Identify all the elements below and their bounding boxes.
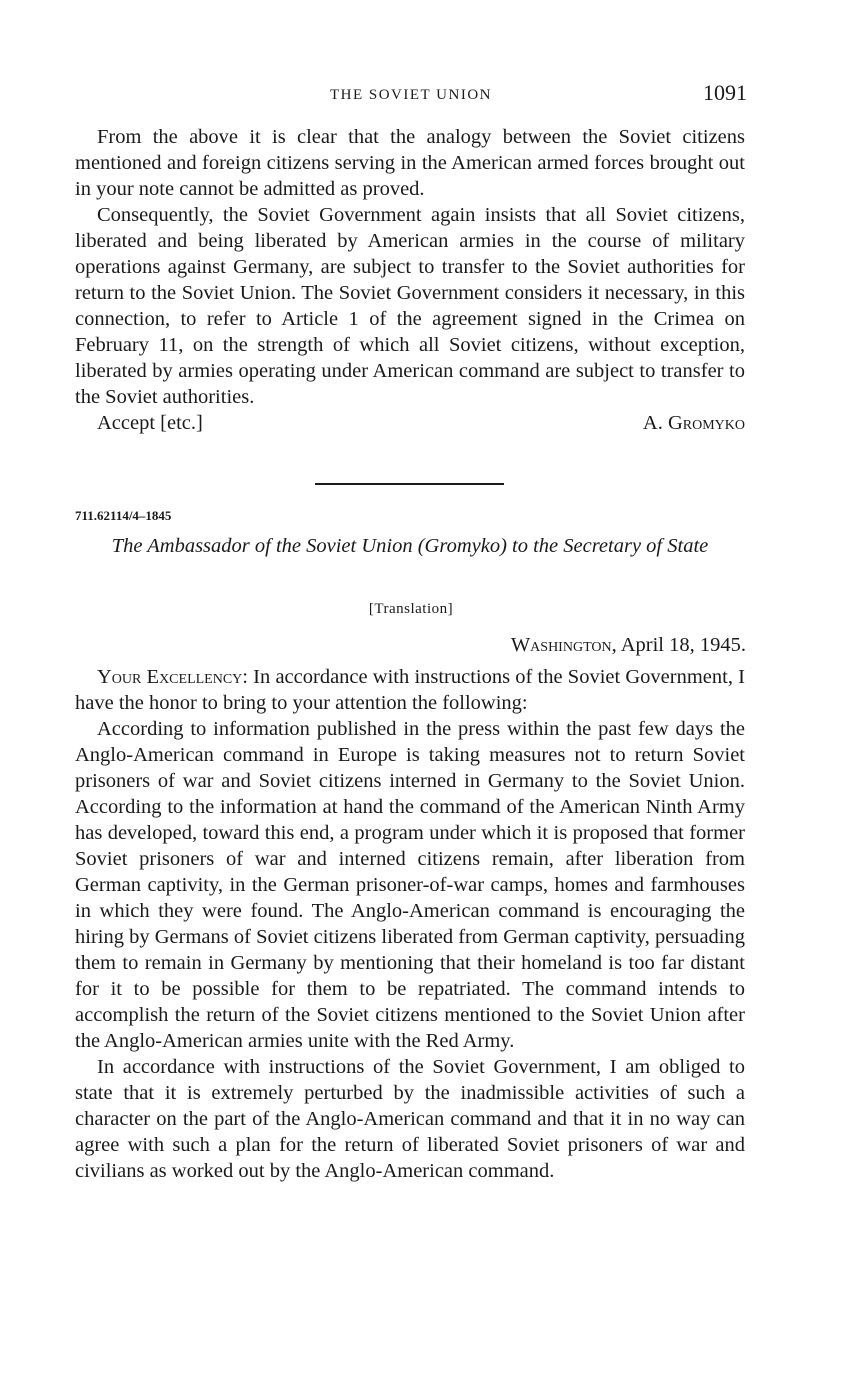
document-title: The Ambassador of the Soviet Union (Gromyko) to the Secretary of State — [111, 535, 709, 557]
file-number: 711.62114/4–1845 — [75, 508, 172, 523]
dateline-date: , April 18, 1945. — [611, 634, 746, 656]
translation-note: [Translation] — [368, 601, 454, 617]
previous-letter-body — [75, 124, 745, 436]
dateline — [511, 634, 746, 657]
closing: Accept [etc.] — [97, 412, 203, 434]
salutation: Your Excellency — [97, 666, 243, 688]
paragraph: In accordance with instructions of the Soviet Government, I am obliged to state that it is extremely perturbed by the inadmissible activities of such a character on the part of the Anglo-American command and that it in no way can agree with such a plan for the return of liberated Soviet prisoners of war and civilians as worked out by the Anglo-American command. — [75, 1056, 745, 1182]
closing-line — [75, 410, 745, 436]
signature: A. Gromyko — [642, 412, 745, 434]
salutation-text: : In accordance with instructions of the Soviet Government, I have the honor to bring to your attention the following: — [75, 666, 745, 714]
page-number: 1091 — [703, 80, 747, 105]
section-divider — [315, 483, 504, 485]
salutation-paragraph — [75, 664, 745, 716]
dateline-place: Washington — [510, 634, 612, 656]
paragraph: According to information published in the press within the past few days the Anglo-American command in Europe is taking measures not to return Soviet prisoners of war and Soviet citizens interned in Germany to the Soviet Union. According to the information at hand the command of the American Ninth Army has developed, toward this end, a program under which it is proposed that former Soviet prisoners of war and interned citizens remain, after liberation from German captivity, in the German prisoner-of-war camps, homes and farmhouses in which they were found. The Anglo-American command is encouraging the hiring by Germans of Soviet citizens liberated from German captivity, persuading them to remain in Germany by mentioning that their homeland is too far distant for it to be possible for them to be repatriated. The command intends to accomplish the return of the Soviet citizens mentioned to the Soviet Union after the Anglo-American armies unite with the Red Army. — [75, 718, 745, 1052]
paragraph: Consequently, the Soviet Government again insists that all Soviet citizens, liberated and being liberated by American armies in the course of military operations against Germany, are subject to transfer to the Soviet authorities for return to the Soviet Union. The Soviet Government considers it necessary, in this connection, to refer to Article 1 of the agreement signed in the Crimea on February 11, on the strength of which all Soviet citizens, without exception, liberated by armies operating under American command are subject to transfer to the Soviet authorities. — [75, 204, 745, 408]
letter-body — [75, 664, 745, 1184]
running-header — [0, 80, 850, 108]
paragraph: From the above it is clear that the analogy between the Soviet citizens mentioned and foreign citizens serving in the American armed forces brought out in your note cannot be admitted as proved. — [75, 126, 745, 200]
running-title: THE SOVIET UNION — [329, 87, 493, 103]
